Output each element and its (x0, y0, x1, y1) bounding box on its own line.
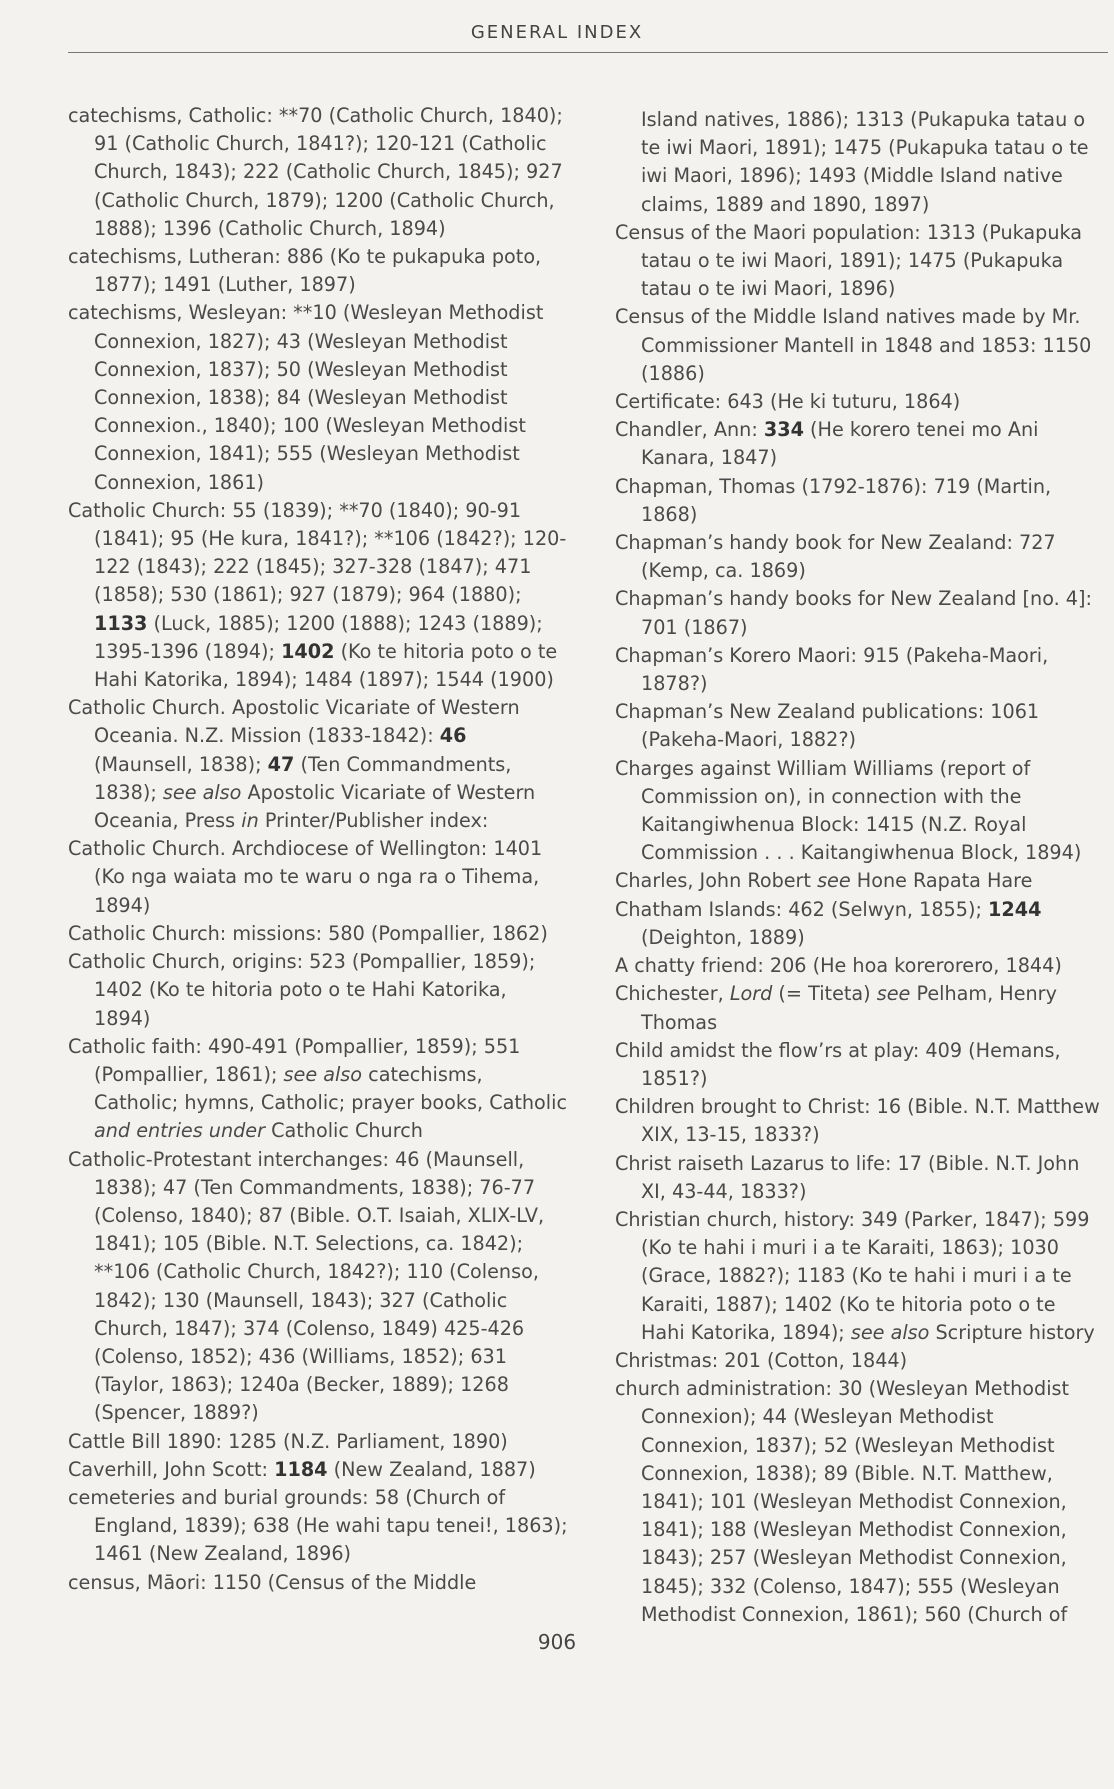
index-entry: Christian church, history: 349 (Parker, 1847); 599 (Ko te hahi i muri i a te Karaiti, 1863); 1030 (Grace, 1882?); 1183 (Ko te hahi i muri i a te Karaiti, 1887); 1402 (Ko te hitoria poto o te Hahi Katorika, 1894); see also Scripture history (615, 1207, 1095, 1344)
index-entry: Cattle Bill 1890: 1285 (N.Z. Parliament, 1890) (68, 1429, 508, 1453)
index-entry: Christ raiseth Lazarus to life: 17 (Bible. N.T. John XI, 43-44, 1833?) (615, 1151, 1080, 1203)
index-entry: Catholic Church: 55 (1839); **70 (1840); 90-91 (1841); 95 (He kura, 1841?); **106 (1842?); 120-122 (1843); 222 (1845); 327-328 (1847); 471 (1858); 530 (1861); 927 (1879); 964 (1880); 1133 (Luck, 1885); 1200 (1888); 1243 (1889); 1395-1396 (1894); 1402 (Ko te hitoria poto o te Hahi Katorika, 1894); 1484 (1897); 1544 (1900) (68, 498, 567, 692)
left-column (68, 102, 568, 1597)
page-number: 906 (537, 1630, 577, 1654)
index-entry: Chapman’s Korero Maori: 915 (Pakeha-Maori, 1878?) (615, 643, 1049, 696)
index-entry: Children brought to Christ: 16 (Bible. N.T. Matthew XIX, 13-15, 1833?) (615, 1095, 1100, 1147)
index-entry: Certificate: 643 (He ki tuturu, 1864) (615, 390, 961, 414)
index-entry: Catholic-Protestant interchanges: 46 (Maunsell, 1838); 47 (Ten Commandments, 1838); 76-77 (Colenso, 1840); 87 (Bible. O.T. Isaiah, XLIX-LV, 1841); 105 (Bible. N.T. Selections, ca. 1842); **106 (Catholic Church, 1842?); 110 (Colenso, 1842); 130 (Maunsell, 1843); 327 (Catholic Church, 1847); 374 (Colenso, 1849) 425-426 (Colenso, 1852); 436 (Williams, 1852); 631 (Taylor, 1863); 1240a (Becker, 1889); 1268 (Spencer, 1889?) (68, 1147, 545, 1425)
header-rule (68, 52, 1108, 53)
index-entry: catechisms, Wesleyan: **10 (Wesleyan Methodist Connexion, 1827); 43 (Wesleyan Methodist Connexion, 1837); 50 (Wesleyan Methodist Connexion, 1838); 84 (Wesleyan Methodist Connexion., 1840); 100 (Wesleyan Methodist Connexion, 1841); 555 (Wesleyan Methodist Connexion, 1861) (68, 301, 544, 494)
index-entry: Census of the Middle Island natives made by Mr. Commissioner Mantell in 1848 and 1853: 1150 (1886) (615, 305, 1092, 385)
index-entry: Catholic faith: 490-491 (Pompallier, 1859); 551 (Pompallier, 1861); see also catechisms, Catholic; hymns, Catholic; prayer books, Catholic and entries under Catholic Church (68, 1034, 567, 1143)
index-entry: Catholic Church: missions: 580 (Pompallier, 1862) (68, 921, 548, 945)
index-entry: census, Māori: 1150 (Census of the Middle (68, 1570, 477, 1594)
index-entry: A chatty friend: 206 (He hoa korerorero, 1844) (615, 954, 1062, 978)
index-entry: Chatham Islands: 462 (Selwyn, 1855); 1244 (Deighton, 1889) (615, 897, 1042, 949)
index-entry: Charles, John Robert see Hone Rapata Hare (615, 869, 1033, 893)
right-column (615, 106, 1103, 1629)
index-entry: Chapman’s handy book for New Zealand: 727 (Kemp, ca. 1869) (615, 531, 1056, 583)
index-entry: Chapman, Thomas (1792-1876): 719 (Martin, 1868) (615, 474, 1052, 526)
index-entry: Catholic Church. Archdiocese of Wellington: 1401 (Ko nga waiata mo te waru o nga ra o Tihema, 1894) (68, 837, 543, 917)
index-entry: Chichester, Lord (= Titeta) see Pelham, Henry Thomas (615, 982, 1057, 1034)
index-entry: Catholic Church, origins: 523 (Pompallier, 1859); 1402 (Ko te hitoria poto o te Hahi Katorika, 1894) (68, 950, 536, 1030)
index-entry: Catholic Church. Apostolic Vicariate of Western Oceania. N.Z. Mission (1833-1842): 46 (Maunsell, 1838); 47 (Ten Commandments, 1838); see also Apostolic Vicariate of Western Oceania, Press in Printer/Publisher index: (68, 696, 536, 833)
index-entry: Census of the Maori population: 1313 (Pukapuka tatau o te iwi Maori, 1891); 1475 (Pukapuka tatau o te iwi Maori, 1896) (615, 220, 1083, 301)
index-entry: Chandler, Ann: 334 (He korero tenei mo Ani Kanara, 1847) (615, 418, 1039, 470)
index-entry: Caverhill, John Scott: 1184 (New Zealand, 1887) (68, 1457, 536, 1481)
index-entry: cemeteries and burial grounds: 58 (Church of England, 1839); 638 (He wahi tapu tenei!, 1863); 1461 (New Zealand, 1896) (68, 1485, 568, 1566)
index-entry: church administration: 30 (Wesleyan Methodist Connexion); 44 (Wesleyan Methodist Connexion, 1837); 52 (Wesleyan Methodist Connexion, 1838); 89 (Bible. N.T. Matthew, 1841); 101 (Wesleyan Methodist Connexion, 1841); 188 (Wesleyan Methodist Connexion, 1843); 257 (Wesleyan Methodist Connexion, 1845); 332 (Colenso, 1847); 555 (Wesleyan Methodist Connexion, 1861); 560 (Church of (615, 1377, 1070, 1626)
index-entry: Child amidst the flow’rs at play: 409 (Hemans, 1851?) (615, 1038, 1061, 1090)
index-entry: Charges against William Williams (report of Commission on), in connection with the Kaitangiwhenua Block: 1415 (N.Z. Royal Commission . . . Kaitangiwhenua Block, 1894) (615, 756, 1082, 865)
running-head: GENERAL INDEX (470, 22, 644, 43)
index-entry: catechisms, Catholic: **70 (Catholic Church, 1840); 91 (Catholic Church, 1841?); 120-121 (Catholic Church, 1843); 222 (Catholic Church, 1845); 927 (Catholic Church, 1879); 1200 (Catholic Church, 1888); 1396 (Catholic Church, 1894) (68, 104, 563, 240)
index-entry-continued: Island natives, 1886); 1313 (Pukapuka tatau o te iwi Maori, 1891); 1475 (Pukapuka tatau o te iwi Maori, 1896); 1493 (Middle Island native claims, 1889 and 1890, 1897) (641, 108, 1089, 216)
index-entry: catechisms, Lutheran: 886 (Ko te pukapuka poto, 1877); 1491 (Luther, 1897) (68, 245, 542, 297)
index-entry: Chapman’s handy books for New Zealand [no. 4]: 701 (1867) (615, 587, 1092, 639)
index-entry: Chapman’s New Zealand publications: 1061 (Pakeha-Maori, 1882?) (615, 700, 1040, 752)
index-entry: Christmas: 201 (Cotton, 1844) (615, 1348, 908, 1372)
